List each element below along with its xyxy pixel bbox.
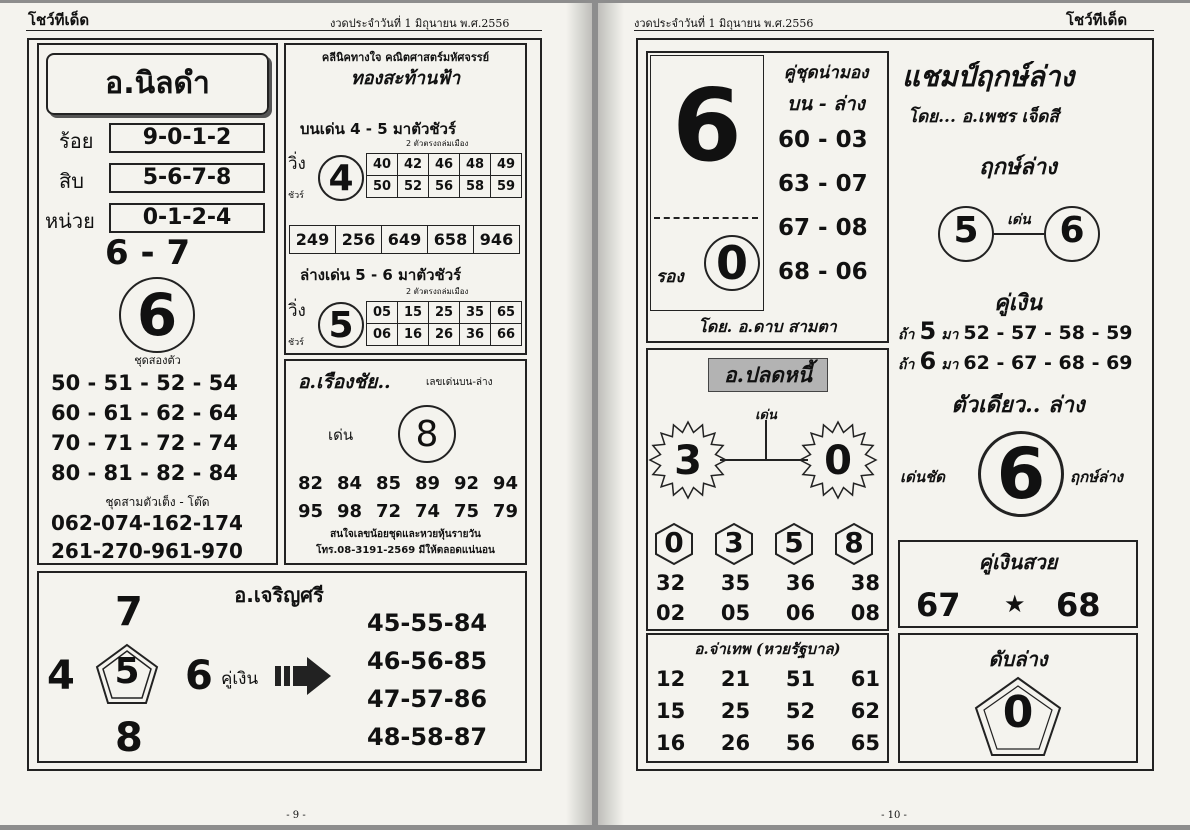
page-fold-shadow xyxy=(598,3,624,825)
lower-value: 0 xyxy=(1002,687,1034,738)
number-cell: 89 xyxy=(414,472,441,494)
jam-panel xyxy=(646,633,889,763)
grid-cell: 26 xyxy=(429,324,460,346)
grid-cell: 36 xyxy=(460,324,491,346)
low-number: 5 xyxy=(318,302,364,348)
money-line xyxy=(898,347,1133,376)
rueang-rows xyxy=(298,469,518,525)
hexagon-digit xyxy=(712,522,756,566)
ad-phone: โทร.08-3191-2569 มีให้ตลอดแน่นอน xyxy=(316,545,495,556)
bottom-digit: 8 xyxy=(115,715,143,761)
number-row xyxy=(298,497,518,525)
number-cell: 79 xyxy=(492,500,518,522)
grid-cell: 05 xyxy=(367,302,398,324)
header-rule xyxy=(634,30,1154,31)
low-grid xyxy=(366,301,522,346)
rueang-tag: เลขเด่นบน-ล่าง xyxy=(426,377,493,388)
grid-cell: 56 xyxy=(429,176,460,198)
number-cell: 02 xyxy=(656,601,686,625)
set-title: คู่ชุดน่ามอง xyxy=(783,63,869,83)
grid-cell: 42 xyxy=(398,154,429,176)
money-mid: มา xyxy=(941,357,959,373)
number-row xyxy=(656,663,880,695)
ad-line: สนใจเลขน้อยชุดและหวยหุ้นรายวัน xyxy=(330,529,481,540)
pair-label: คู่เงิน xyxy=(221,669,259,689)
single-value: 6 xyxy=(978,431,1064,517)
hexagon-digit-label: 3 xyxy=(724,526,744,559)
arrow-right-icon xyxy=(275,657,333,695)
row-label-hundreds: ร้อย xyxy=(59,129,94,153)
three-digit-grid xyxy=(289,225,520,254)
set-bottom-number: 0 xyxy=(704,235,760,291)
money-set: 48-58-87 xyxy=(367,723,488,751)
hexagon-digit-label: 8 xyxy=(844,526,864,559)
champ-b: 6 xyxy=(1059,210,1085,251)
three-digit-row: 062-074-162-174 xyxy=(51,511,243,535)
hexagon-digit xyxy=(772,522,816,566)
number-cell: 92 xyxy=(453,472,479,494)
page-number: - 9 - xyxy=(286,810,306,821)
single-right: ฤกษ์ล่าง xyxy=(1070,468,1123,486)
number-cell: 26 xyxy=(720,731,751,755)
three-digit-cell: 658 xyxy=(428,226,474,254)
number-cell: 56 xyxy=(785,731,816,755)
money-num: 6 xyxy=(919,347,937,375)
hexagon-digit-label: 5 xyxy=(784,526,804,559)
left-digit: 4 xyxy=(47,653,75,699)
rueang-title: อ.เรืองชัย.. xyxy=(298,371,391,393)
number-row xyxy=(656,598,880,628)
number-cell: 25 xyxy=(720,699,751,723)
clinic-title: คลีนิคทางใจ คณิตศาสตร์มหัศจรรย์ xyxy=(321,51,490,64)
three-digit-cell: 256 xyxy=(336,226,382,254)
sure-label: ชัวร์ xyxy=(288,191,304,201)
money-vals: 52 - 57 - 58 - 59 xyxy=(963,322,1133,344)
header-rule xyxy=(26,30,542,31)
number-cell: 75 xyxy=(453,500,479,522)
two-digit-row: 60 - 61 - 62 - 64 xyxy=(51,401,238,425)
number-cell: 05 xyxy=(720,601,751,625)
row-value-hundreds: 9-0-1-2 xyxy=(109,123,265,153)
row-value-tens: 5-6-7-8 xyxy=(109,163,265,193)
two-digit-label: ชุดสองตัว xyxy=(134,354,181,367)
two-digit-row: 80 - 81 - 82 - 84 xyxy=(51,461,238,485)
plod-rows xyxy=(656,568,880,628)
set-pair: 68 - 06 xyxy=(778,259,868,285)
number-cell: 16 xyxy=(656,731,686,755)
three-digit-cell: 946 xyxy=(474,226,520,254)
key-number: 8 xyxy=(398,405,456,463)
number-cell: 15 xyxy=(656,699,686,723)
nil-pair: 6 - 7 xyxy=(105,233,191,273)
number-cell: 98 xyxy=(336,500,363,522)
grid-cell: 66 xyxy=(491,324,522,346)
number-cell: 65 xyxy=(850,731,880,755)
grid-cell: 52 xyxy=(398,176,429,198)
top-line: บนเด่น 4 - 5 มาตัวชัวร์ xyxy=(300,120,457,138)
hex-digits xyxy=(652,522,884,566)
plod-title: อ.ปลดหนี้ xyxy=(708,358,828,392)
number-cell: 12 xyxy=(656,667,686,691)
number-cell: 85 xyxy=(375,472,402,494)
number-cell: 35 xyxy=(720,571,751,595)
champ-money: คู่เงิน xyxy=(993,290,1043,316)
number-cell: 84 xyxy=(336,472,363,494)
grid-cell: 16 xyxy=(398,324,429,346)
number-cell: 32 xyxy=(656,571,686,595)
money-mid: มา xyxy=(941,327,959,343)
center-digit: 5 xyxy=(114,651,140,692)
champ-sub: ฤกษ์ล่าง xyxy=(979,154,1057,180)
sure-label: ชัวร์ xyxy=(288,338,304,348)
three-digit-cell: 649 xyxy=(382,226,428,254)
hexagon-digit xyxy=(652,522,696,566)
number-row xyxy=(656,695,880,727)
top-digit: 7 xyxy=(115,589,143,635)
two-digit-row: 70 - 71 - 72 - 74 xyxy=(51,431,238,455)
number-cell: 36 xyxy=(785,571,816,595)
plod-right-digit: 0 xyxy=(824,438,852,484)
lower-panel xyxy=(898,633,1138,763)
issue-date: งวดประจำวันที่ 1 มิถุนายน พ.ศ.2556 xyxy=(634,17,814,30)
set-divider xyxy=(654,217,758,219)
grid-cell: 48 xyxy=(460,154,491,176)
money-if: ถ้า xyxy=(898,327,915,343)
jam-title: อ.จ่าเทพ (หวยรัฐบาล) xyxy=(694,640,841,658)
hexagon-digit-label: 0 xyxy=(664,526,684,559)
set-top-number: 6 xyxy=(672,67,742,184)
set-pair: 60 - 03 xyxy=(778,127,868,153)
page-10 xyxy=(598,3,1190,825)
grid-cell: 15 xyxy=(398,302,429,324)
beauty-title: คู่เงินสวย xyxy=(978,550,1058,574)
low-line: ล่างเด่น 5 - 6 มาตัวชัวร์ xyxy=(300,266,462,284)
number-cell: 52 xyxy=(785,699,816,723)
single-left: เด่นชัด xyxy=(900,468,946,486)
three-digit-cell: 249 xyxy=(290,226,336,254)
low-note: 2 ตัวตรงถล่มเมือง xyxy=(406,287,469,296)
number-cell: 61 xyxy=(850,667,880,691)
top-note: 2 ตัวตรงถล่มเมือง xyxy=(406,139,469,148)
charoen-title: อ.เจริญศรี xyxy=(234,583,324,607)
grid-cell: 49 xyxy=(491,154,522,176)
number-row xyxy=(656,727,880,759)
champ-ab-label: เด่น xyxy=(1007,212,1031,228)
grid-cell: 40 xyxy=(367,154,398,176)
number-cell: 51 xyxy=(785,667,816,691)
number-cell: 62 xyxy=(850,699,880,723)
grid-cell: 59 xyxy=(491,176,522,198)
number-cell: 82 xyxy=(298,472,324,494)
clinic-panel xyxy=(284,43,527,355)
number-cell: 95 xyxy=(298,500,324,522)
money-line xyxy=(898,317,1133,346)
beauty-panel xyxy=(898,540,1138,628)
set-pair: 67 - 08 xyxy=(778,215,868,241)
number-cell: 74 xyxy=(414,500,441,522)
lower-title: ดับล่าง xyxy=(988,647,1048,671)
number-cell: 94 xyxy=(492,472,518,494)
grid-cell: 35 xyxy=(460,302,491,324)
grid-cell: 06 xyxy=(367,324,398,346)
single-label: ตัวเดียว.. ล่าง xyxy=(951,392,1085,418)
champ-title: แชมป์ฤกษ์ล่าง xyxy=(902,60,1075,93)
number-row xyxy=(298,469,518,497)
hexagon-digit xyxy=(832,522,876,566)
plod-key-label: เด่น xyxy=(755,408,777,423)
clinic-subtitle: ทองสะท้านฟ้า xyxy=(350,68,461,89)
nil-main-number: 6 xyxy=(119,277,195,353)
set-bl: บน - ล่าง xyxy=(787,93,865,115)
beauty-b: 68 xyxy=(1056,586,1101,624)
grid-cell: 58 xyxy=(460,176,491,198)
top-number: 4 xyxy=(318,155,364,201)
number-row xyxy=(656,568,880,598)
wing-label: วิ่ง xyxy=(288,154,306,174)
wing-label: วิ่ง xyxy=(288,301,306,321)
three-digit-label: ชุดสามตัวเต็ง - โต๊ด xyxy=(105,495,210,509)
grid-cell: 65 xyxy=(491,302,522,324)
money-set: 46-56-85 xyxy=(367,647,488,675)
right-digit: 6 xyxy=(185,653,213,699)
number-cell: 38 xyxy=(850,571,880,595)
key-label: เด่น xyxy=(328,426,354,444)
grid-cell: 25 xyxy=(429,302,460,324)
page-fold-shadow xyxy=(566,3,592,825)
number-cell: 08 xyxy=(850,601,880,625)
nil-panel xyxy=(37,43,278,565)
money-set: 47-57-86 xyxy=(367,685,488,713)
charoen-panel xyxy=(37,571,527,763)
two-digit-row: 50 - 51 - 52 - 54 xyxy=(51,371,238,395)
rueang-panel xyxy=(284,359,527,565)
set-author: โดย. อ.ดาบ สามตา xyxy=(698,317,837,336)
star-icon: ★ xyxy=(1004,590,1026,618)
page-number: - 10 - xyxy=(881,810,907,821)
number-cell: 21 xyxy=(720,667,751,691)
money-set: 45-55-84 xyxy=(367,609,488,637)
money-vals: 62 - 67 - 68 - 69 xyxy=(963,352,1133,374)
set-pair: 63 - 07 xyxy=(778,171,868,197)
row-label-units: หน่วย xyxy=(45,209,95,233)
money-if: ถ้า xyxy=(898,357,915,373)
set-sub-label: รอง xyxy=(656,267,684,287)
grid-cell: 46 xyxy=(429,154,460,176)
jam-rows xyxy=(656,663,880,759)
brand: โชว์ทีเด็ด xyxy=(1066,11,1128,29)
row-label-tens: สิบ xyxy=(59,169,84,193)
plod-panel xyxy=(646,348,889,631)
nil-title: อ.นิลดำ xyxy=(46,53,269,115)
brand: โชว์ทีเด็ด xyxy=(28,11,90,29)
number-cell: 06 xyxy=(785,601,816,625)
three-digit-row: 261-270-961-970 xyxy=(51,539,243,563)
beauty-a: 67 xyxy=(916,586,961,624)
set-panel xyxy=(646,51,889,343)
grid-cell: 50 xyxy=(367,176,398,198)
plod-left-digit: 3 xyxy=(674,438,702,484)
money-num: 5 xyxy=(919,317,937,345)
issue-date: งวดประจำวันที่ 1 มิถุนายน พ.ศ.2556 xyxy=(330,17,510,30)
row-value-units: 0-1-2-4 xyxy=(109,203,265,233)
champ-author: โดย... อ.เพชร เจ็ดสี xyxy=(908,107,1059,127)
top-grid xyxy=(366,153,522,198)
page-9 xyxy=(0,3,592,825)
champ-a: 5 xyxy=(953,210,979,251)
number-cell: 72 xyxy=(375,500,402,522)
